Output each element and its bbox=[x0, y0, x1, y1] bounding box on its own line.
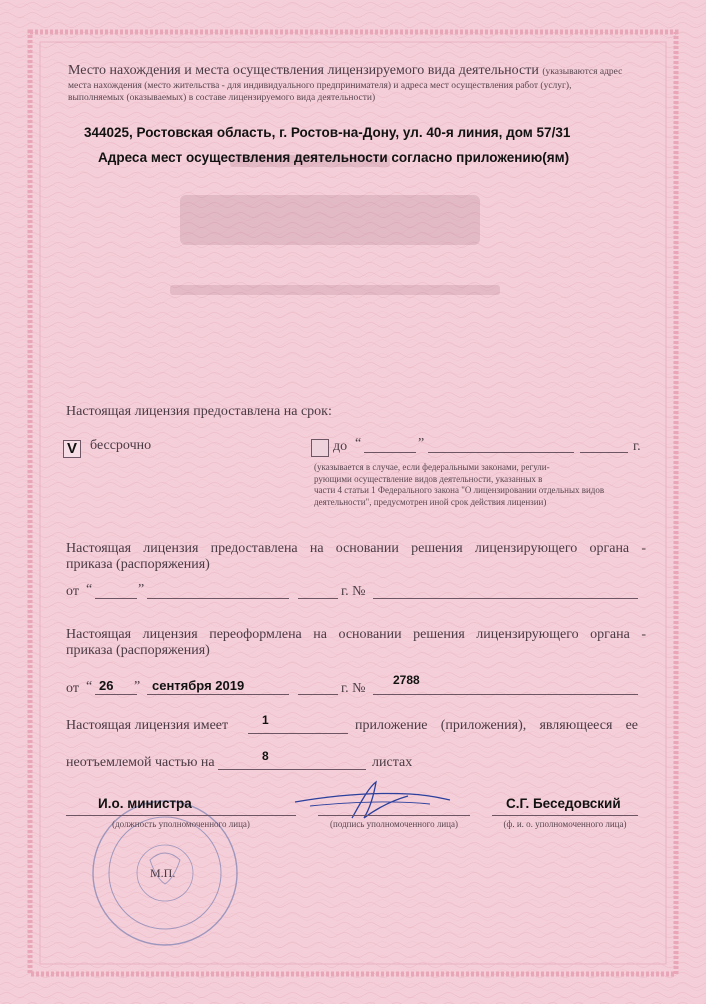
reissued-quote-close: ” bbox=[134, 679, 141, 694]
signature-line bbox=[318, 815, 470, 816]
granted-number-label: г. № bbox=[341, 584, 366, 599]
granted-number-line bbox=[373, 598, 638, 599]
granted-year-line bbox=[298, 598, 338, 599]
reissued-number-line bbox=[373, 694, 638, 695]
location-note-line3: выполняемых (оказываемых) в составе лицензируемого вида деятельности) bbox=[68, 93, 376, 103]
term-heading: Настоящая лицензия предоставлена на срок: bbox=[66, 404, 332, 419]
granted-line1: Настоящая лицензия предоставлена на основании решения лицензирующего органа - bbox=[66, 541, 646, 556]
address-text: 344025, Ростовская область, г. Ростов-на-Дону, ул. 40-я линия, дом 57/31 bbox=[84, 125, 571, 140]
indefinite-check-mark: V bbox=[67, 440, 78, 457]
until-prefix: до bbox=[333, 439, 348, 454]
until-year-line bbox=[580, 452, 628, 453]
reissued-day-line bbox=[95, 694, 137, 695]
term-note-line: рующими осуществление видов деятельности, указанных в bbox=[314, 473, 543, 484]
signature-caption: (подпись уполномоченного лица) bbox=[330, 819, 458, 829]
appendix-sheets-line bbox=[218, 769, 366, 770]
granted-quote-close: ” bbox=[138, 582, 145, 597]
name-caption: (ф. и. о. уполномоченного лица) bbox=[503, 819, 627, 829]
appendix-suffix: приложение (приложения), являющееся ее bbox=[355, 718, 638, 733]
signer-position: И.о. министра bbox=[98, 796, 192, 811]
reissued-line1: Настоящая лицензия переоформлена на основании решения лицензирующего органа - bbox=[66, 627, 646, 642]
appendix-line2-prefix: неотъемлемой частью на bbox=[66, 755, 215, 770]
term-note-line: части 4 статьи 1 Федерального закона "О лицензировании отдельных видов bbox=[314, 485, 605, 495]
stamp-label: М.П. bbox=[150, 866, 176, 880]
granted-month-line bbox=[147, 598, 289, 599]
appendix-prefix: Настоящая лицензия имеет bbox=[66, 718, 229, 733]
term-note-line: (указывается в случае, если федеральными законами, регули- bbox=[314, 462, 550, 472]
signer-name: С.Г. Беседовский bbox=[506, 796, 621, 811]
until-year-suffix: г. bbox=[633, 439, 641, 454]
reissued-line2: приказа (распоряжения) bbox=[66, 643, 210, 658]
appendix-sheets: 8 bbox=[262, 749, 269, 763]
granted-quote-open: “ bbox=[86, 582, 93, 597]
reissued-number-label: г. № bbox=[341, 681, 366, 696]
reissued-month-line bbox=[147, 694, 289, 695]
address-note: Адреса мест осуществления деятельности согласно приложению(ям) bbox=[98, 150, 570, 165]
reissued-from-label: от bbox=[66, 681, 79, 696]
location-header-title: Место нахождения и места осуществления лицензируемого вида деятельности bbox=[68, 63, 539, 78]
until-month-line bbox=[428, 452, 574, 453]
reissued-month-year: сентября 2019 bbox=[152, 678, 245, 693]
term-note-line: деятельности", предусмотрен иной срок действия лицензии) bbox=[314, 496, 547, 507]
appendix-count: 1 bbox=[262, 713, 269, 727]
reissued-number: 2788 bbox=[393, 673, 420, 687]
granted-from-label: от bbox=[66, 584, 79, 599]
reissued-day: 26 bbox=[99, 678, 114, 693]
reissued-quote-open: “ bbox=[86, 679, 93, 694]
position-caption: (должность уполномоченного лица) bbox=[112, 819, 250, 829]
indefinite-label: бессрочно bbox=[90, 438, 152, 453]
name-line bbox=[492, 815, 638, 816]
position-line bbox=[66, 815, 296, 816]
appendix-line2-suffix: листах bbox=[372, 755, 413, 770]
appendix-count-line bbox=[248, 733, 348, 734]
location-header-note: (указываются адрес bbox=[542, 67, 623, 77]
until-quote-close: ” bbox=[418, 436, 425, 451]
location-header bbox=[68, 63, 648, 79]
term-note bbox=[314, 462, 644, 508]
granted-day-line bbox=[95, 598, 137, 599]
location-note-line2: места нахождения (место жительства - для индивидуального предпринимателя) и адреса мест осуществления работ (услуг), bbox=[68, 81, 572, 91]
granted-line2: приказа (распоряжения) bbox=[66, 557, 210, 572]
until-checkbox[interactable] bbox=[311, 439, 329, 457]
until-day-line bbox=[364, 452, 416, 453]
until-quote-open: “ bbox=[355, 436, 362, 451]
reissued-year-line bbox=[298, 694, 338, 695]
